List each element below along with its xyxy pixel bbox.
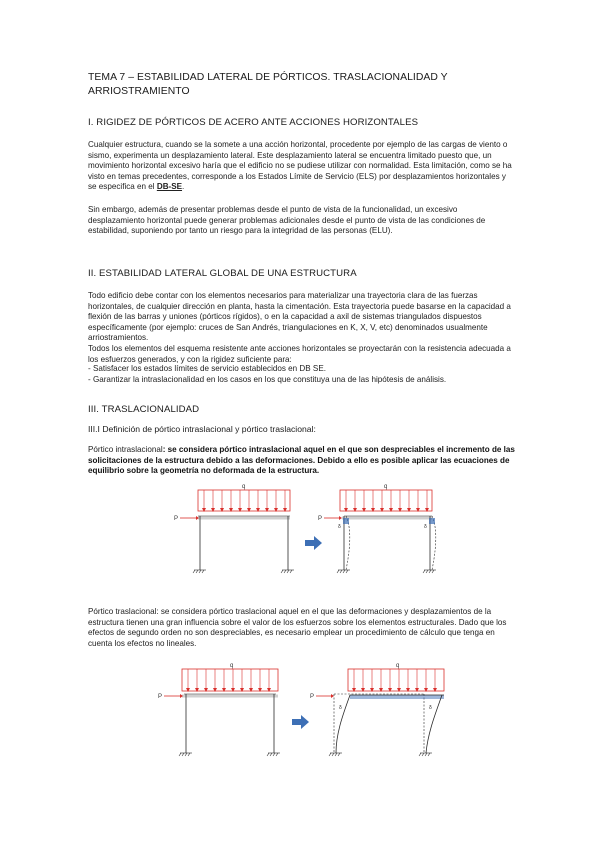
svg-text:P: P — [174, 516, 179, 522]
svg-text:P: P — [158, 694, 163, 700]
svg-text:δ: δ — [339, 705, 342, 711]
svg-text:δ: δ — [338, 524, 341, 530]
section-1-paragraph-1: Cualquier estructura, cuando se la somete a una acción horizontal, procedente por ejemplo de las cargas de viento o sismo, experimenta un desplazamiento lateral. Este desplazamiento lateral se encuentra limitado puesto que, un movimiento horizontal excesivo haría que el edificio no se pudiese utilizar con normalidad. Esta limitación, como se ha visto en temas precedentes, corresponde a los Estados Límite de Servicio (ELS) por desplazamientos horizontales y se especifica en el DB-SE. — [88, 140, 512, 192]
frame-deformed — [318, 484, 436, 573]
intraslacional-definition: Pórtico intraslacional: se considera pórtico intraslacional aquel en el que son despreciables el incremento de las solicitaciones de la estructura debido a las deformaciones. Debido a ello es posible aplicar las ecuaciones de equilibrio sobre la geometría no deformada de la estructura. — [88, 445, 515, 476]
section-3-heading: III. TRASLACIONALIDAD — [88, 404, 200, 415]
traslacional-label: Pórtico traslacional — [88, 607, 157, 616]
db-se-reference: DB-SE — [156, 182, 183, 192]
svg-text:δ: δ — [429, 705, 432, 711]
svg-text:q: q — [384, 484, 388, 490]
frame-undeformed — [174, 484, 294, 573]
figure-intraslacional — [160, 480, 460, 580]
section-2-paragraph-1: Todo edificio debe contar con los elementos necesarios para materializar una trayectoria clara de las fuerzas horizontales, de cualquier dirección en planta, hasta la cimentación. Esta trayectoria puede basarse en la capacidad a flexión de las barras y uniones (pórticos rígidos), o en la capacidad a axil de sistemas triangulados dispuestos específicamente (por ejemplo: cruces de San Andrés, triangulaciones en K, X, V, etc) denominados usualmente arriostramientos. — [88, 291, 511, 343]
svg-text:q: q — [396, 663, 400, 669]
frame-undeformed — [158, 663, 280, 756]
section-3-subheading: III.I Definición de pórtico intraslacional y pórtico traslacional: — [88, 424, 316, 434]
transition-arrow-icon — [292, 715, 309, 729]
svg-text:P: P — [318, 516, 323, 522]
svg-text:q: q — [242, 484, 246, 490]
svg-text:δ: δ — [424, 524, 427, 530]
section-2-heading: II. ESTABILIDAD LATERAL GLOBAL DE UNA ESTRUCTURA — [88, 268, 357, 279]
document-title: TEMA 7 – ESTABILIDAD LATERAL DE PÓRTICOS. TRASLACIONALIDAD Y ARRIOSTRAMIENTO — [88, 72, 448, 97]
intraslacional-label: Pórtico intraslacional — [88, 445, 163, 454]
frame-deformed — [310, 663, 444, 756]
svg-text:q: q — [230, 663, 234, 669]
transition-arrow-icon — [305, 536, 322, 550]
figure-traslacional — [150, 657, 460, 762]
svg-text:P: P — [310, 694, 315, 700]
bullet-item-1: - Satisfacer los estados límites de servicio establecidos en DB SE. — [88, 364, 326, 373]
traslacional-definition: Pórtico traslacional: se considera pórtico traslacional aquel en el que las deformaciones y desplazamientos de la estructura tienen una gran influencia sobre el valor de los esfuerzos sobre los elementos estructurales. Dado que los efectos de segundo orden no son despreciables, es necesario emplear un procedimiento de cálculo que tenga en cuenta los efectos no lineales. — [88, 607, 507, 648]
section-1-heading: I. RIGIDEZ DE PÓRTICOS DE ACERO ANTE ACCIONES HORIZONTALES — [88, 117, 419, 128]
section-2-paragraph-2: Todos los elementos del esquema resistente ante acciones horizontales se proyectarán con la resistencia adecuada a los esfuerzos generados, y con la rigidez suficiente para: — [88, 344, 511, 364]
bullet-item-2: - Garantizar la intraslacionalidad en los casos en los que constituya una de las hipótesis de análisis. — [88, 375, 447, 384]
section-1-paragraph-2: Sin embargo, además de presentar problemas desde el punto de vista de la funcionalidad, un excesivo desplazamiento horizontal puede generar problemas adicionales desde el punto de vista de las condiciones de estabilidad, suponiendo por tanto un riesgo para la integridad de las personas (ELU). — [88, 205, 486, 236]
